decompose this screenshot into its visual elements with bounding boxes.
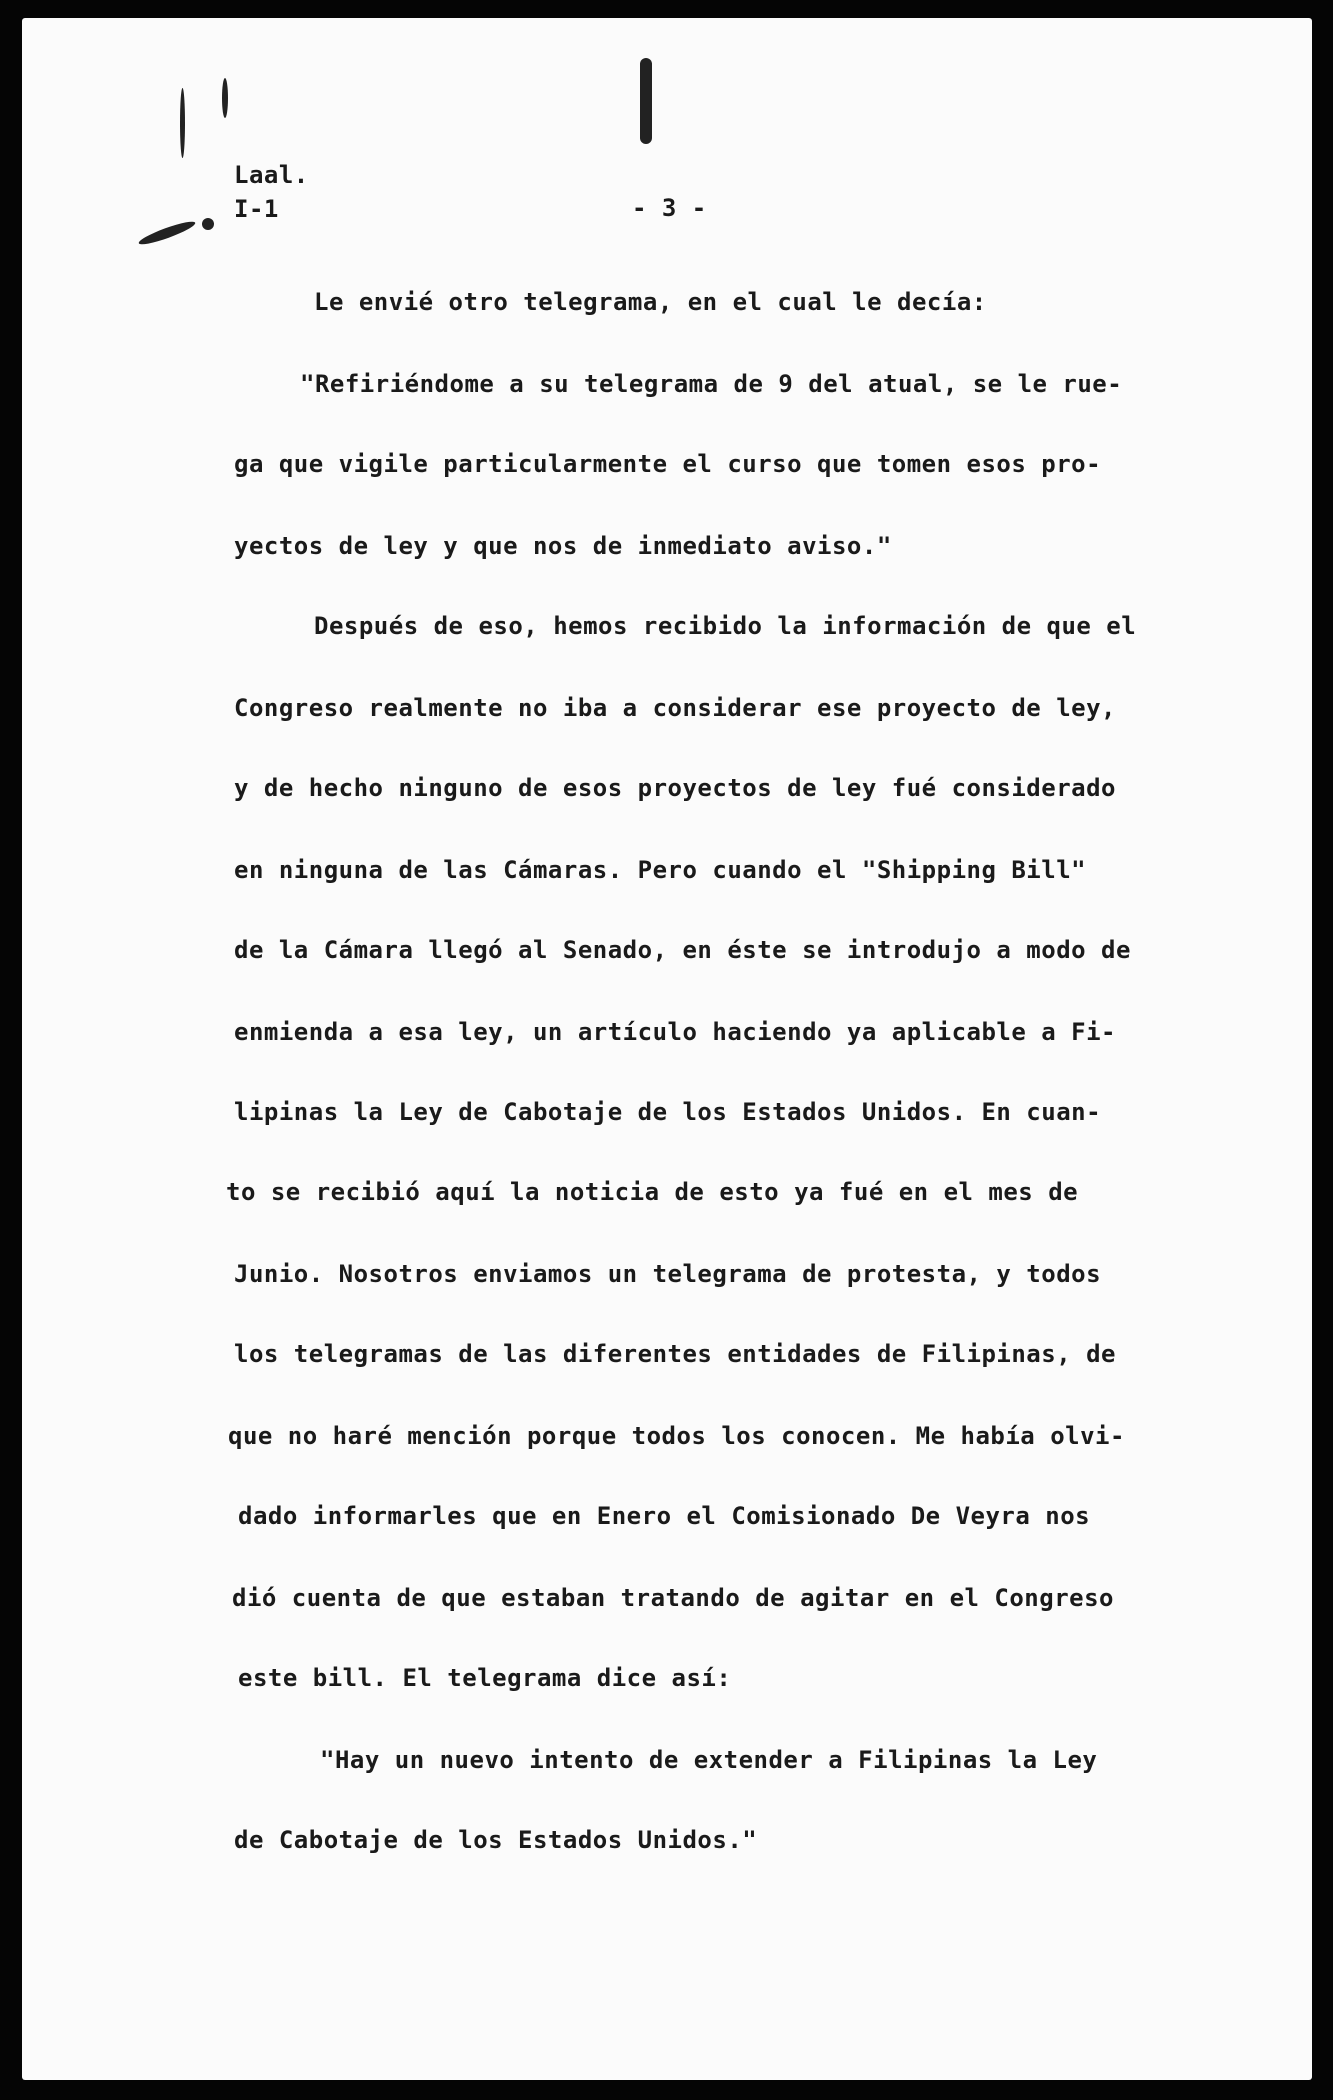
text-line: "Hay un nuevo intento de extender a Filipinas la Ley (320, 1746, 1098, 1774)
text-line: yectos de ley y que nos de inmediato aviso." (234, 532, 892, 560)
ink-smudge (222, 78, 228, 118)
text-line: de la Cámara llegó al Senado, en éste se introdujo a modo de (234, 936, 1131, 964)
text-line: de Cabotaje de los Estados Unidos." (234, 1826, 758, 1854)
text-line: to se recibió aquí la noticia de esto ya fué en el mes de (226, 1178, 1079, 1206)
text-line: ga que vigile particularmente el curso que tomen esos pro- (234, 450, 1102, 478)
document-code (234, 158, 309, 226)
document-code-line1: Laal. (234, 161, 309, 189)
text-line: "Refiriéndome a su telegrama de 9 del atual, se le rue- (300, 370, 1123, 398)
text-line: dió cuenta de que estaban tratando de agitar en el Congreso (232, 1584, 1115, 1612)
text-line: en ninguna de las Cámaras. Pero cuando el "Shipping Bill" (234, 856, 1087, 884)
text-line: lipinas la Ley de Cabotaje de los Estados Unidos. En cuan- (234, 1098, 1102, 1126)
text-line: los telegramas de las diferentes entidades de Filipinas, de (234, 1340, 1117, 1368)
text-line: enmienda a esa ley, un artículo haciendo ya aplicable a Fi- (234, 1018, 1117, 1046)
document-page (22, 18, 1312, 2080)
text-line: Junio. Nosotros enviamos un telegrama de protesta, y todos (234, 1260, 1102, 1288)
text-line: Le envié otro telegrama, en el cual le decía: (314, 288, 987, 316)
text-line: Después de eso, hemos recibido la información de que el (314, 612, 1137, 640)
document-code-line2: I-1 (234, 195, 279, 223)
text-line: que no haré mención porque todos los conocen. Me había olvi- (228, 1422, 1125, 1450)
text-line: Congreso realmente no iba a considerar ese proyecto de ley, (234, 694, 1117, 722)
ink-smudge (180, 88, 185, 158)
page-number: - 3 - (632, 194, 707, 222)
ink-smudge (137, 218, 197, 248)
text-line: este bill. El telegrama dice así: (238, 1664, 732, 1692)
ink-smudge (202, 218, 214, 230)
text-line: dado informarles que en Enero el Comisionado De Veyra nos (238, 1502, 1091, 1530)
ink-smudge (640, 58, 652, 144)
text-line: y de hecho ninguno de esos proyectos de ley fué considerado (234, 774, 1117, 802)
